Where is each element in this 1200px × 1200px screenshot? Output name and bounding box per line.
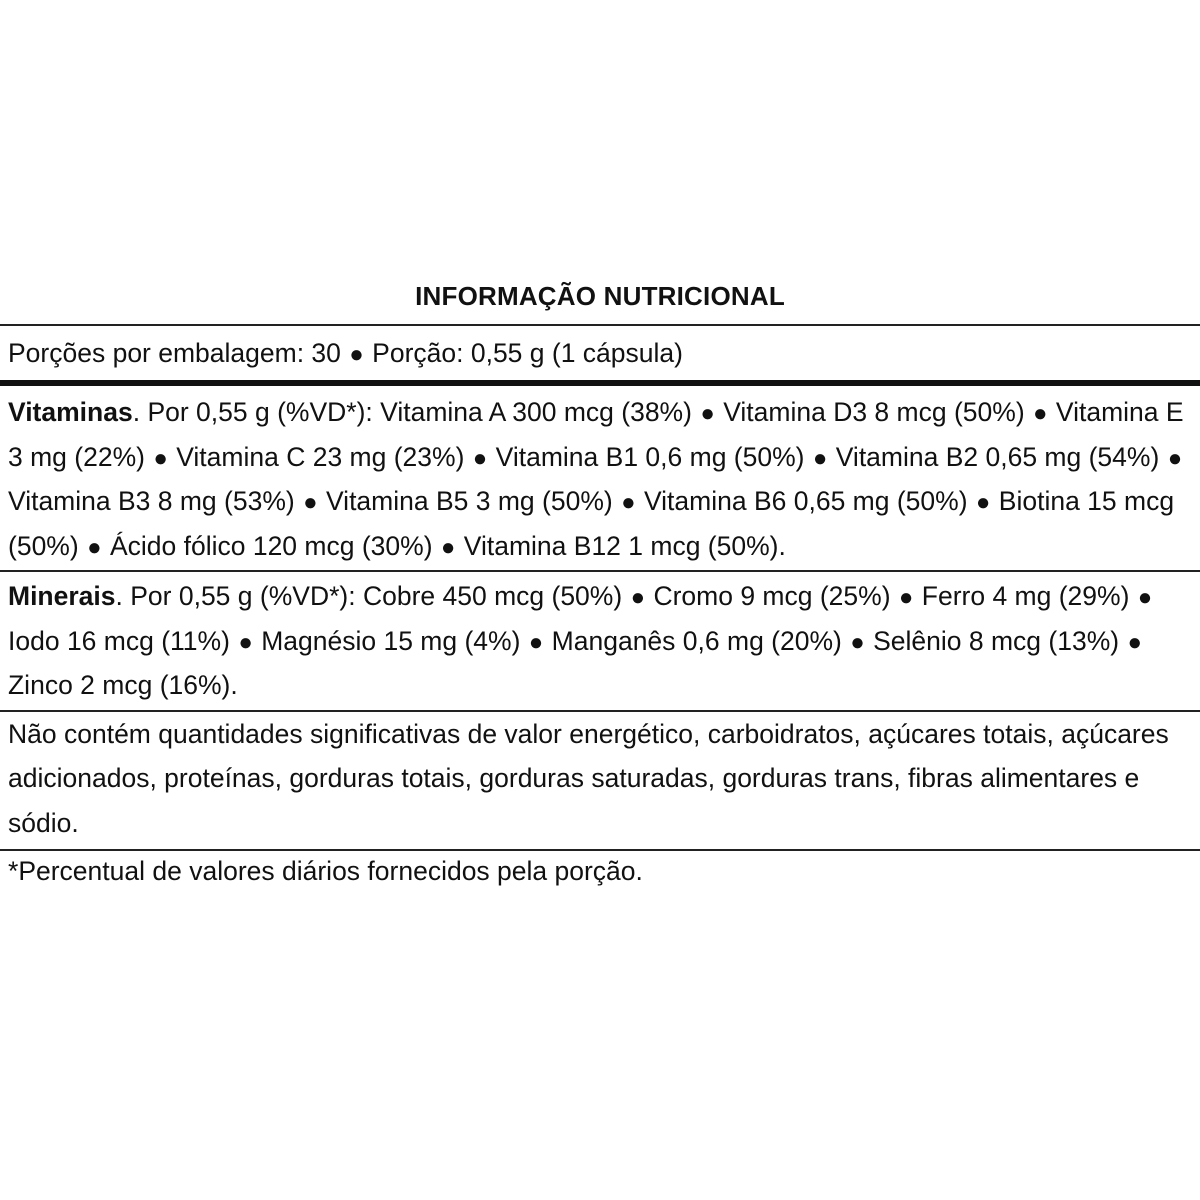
bullet-dot-icon: ● — [153, 444, 168, 472]
vitamins-heading: Vitaminas — [8, 397, 133, 427]
nutrient-item: Biotina 15 mcg (50%) — [8, 486, 1175, 561]
nutrient-item: Magnésio 15 mg (4%) — [261, 625, 521, 656]
bullet-dot-icon: ● — [238, 628, 253, 656]
nutrient-item: Vitamina B12 1 mcg (50%). — [463, 530, 786, 561]
servings-per-package: Porções por embalagem: 30 — [8, 338, 341, 368]
bullet-dot-icon: ● — [528, 628, 544, 656]
bullet-dot-icon: ● — [850, 628, 865, 656]
bullet-dot-icon: ● — [472, 444, 488, 472]
nutrient-item: Cromo 9 mcg (25%) — [653, 581, 891, 611]
nutrient-item: Vitamina B1 0,6 mg (50%) — [495, 441, 805, 472]
bullet-dot-icon: ● — [1127, 628, 1142, 656]
nutrient-item: Vitamina B3 8 mg (53%) — [8, 486, 295, 516]
bullet-dot-icon: ● — [975, 489, 991, 516]
bullet-dot-icon: ● — [349, 341, 364, 368]
label-title: INFORMAÇÃO NUTRICIONAL — [415, 281, 785, 311]
footnote: *Percentual de valores diários fornecidos pela porção. — [8, 856, 643, 886]
bullet-dot-icon: ● — [87, 533, 102, 561]
nutrient-item: Vitamina B5 3 mg (50%) — [325, 486, 613, 516]
nutrient-item: Vitamina A 300 mcg (38%) — [380, 397, 692, 427]
bullet-dot-icon: ● — [630, 584, 646, 611]
nutrient-item: Selênio 8 mcg (13%) — [873, 625, 1120, 656]
non-significant-notice: Não contém quantidades significativas de valor energético, carboidratos, açúcares totais, açúcares adicionados, proteínas, gorduras totais, gorduras saturadas, gorduras trans, fibras alimentares e sódio. — [8, 718, 1169, 838]
nutrient-item: Zinco 2 mcg (16%). — [8, 670, 238, 700]
nutrient-item: Vitamina C 23 mg (23%) — [176, 441, 465, 472]
vitamins-intro: . Por 0,55 g (%VD*): — [132, 397, 381, 427]
bullet-dot-icon: ● — [621, 489, 636, 516]
nutrient-item: Iodo 16 mcg (11%) — [8, 625, 230, 656]
portion-size: Porção: 0,55 g (1 cápsula) — [372, 338, 683, 368]
nutrient-item: Manganês 0,6 mg (20%) — [551, 625, 842, 656]
serving-info — [0, 326, 1200, 380]
minerals-intro: . Por 0,55 g (%VD*): — [115, 581, 363, 611]
bullet-dot-icon: ● — [898, 584, 914, 611]
bullet-dot-icon: ● — [1033, 400, 1048, 427]
bullet-dot-icon: ● — [440, 533, 456, 561]
bullet-dot-icon: ● — [700, 400, 715, 427]
bullet-dot-icon: ● — [1167, 444, 1183, 472]
nutrient-item: Vitamina B6 0,65 mg (50%) — [643, 486, 968, 516]
nutrient-item: Ferro 4 mg (29%) — [921, 581, 1130, 611]
bullet-dot-icon: ● — [812, 444, 828, 472]
nutrition-label — [0, 268, 1200, 891]
nutrient-item: Vitamina B2 0,65 mg (54%) — [835, 441, 1160, 472]
minerals-section — [0, 572, 1200, 710]
minerals-heading: Minerais — [8, 581, 116, 611]
nutrient-item: Vitamina E 3 mg (22%) — [8, 397, 1184, 472]
bullet-dot-icon: ● — [1137, 584, 1153, 611]
nutrient-item: Ácido fólico 120 mcg (30%) — [109, 530, 433, 561]
bullet-dot-icon: ● — [303, 489, 318, 516]
nutrient-item: Cobre 450 mcg (50%) — [362, 581, 623, 611]
nutrient-item: Vitamina D3 8 mcg (50%) — [723, 397, 1025, 427]
vitamins-section — [0, 386, 1200, 570]
